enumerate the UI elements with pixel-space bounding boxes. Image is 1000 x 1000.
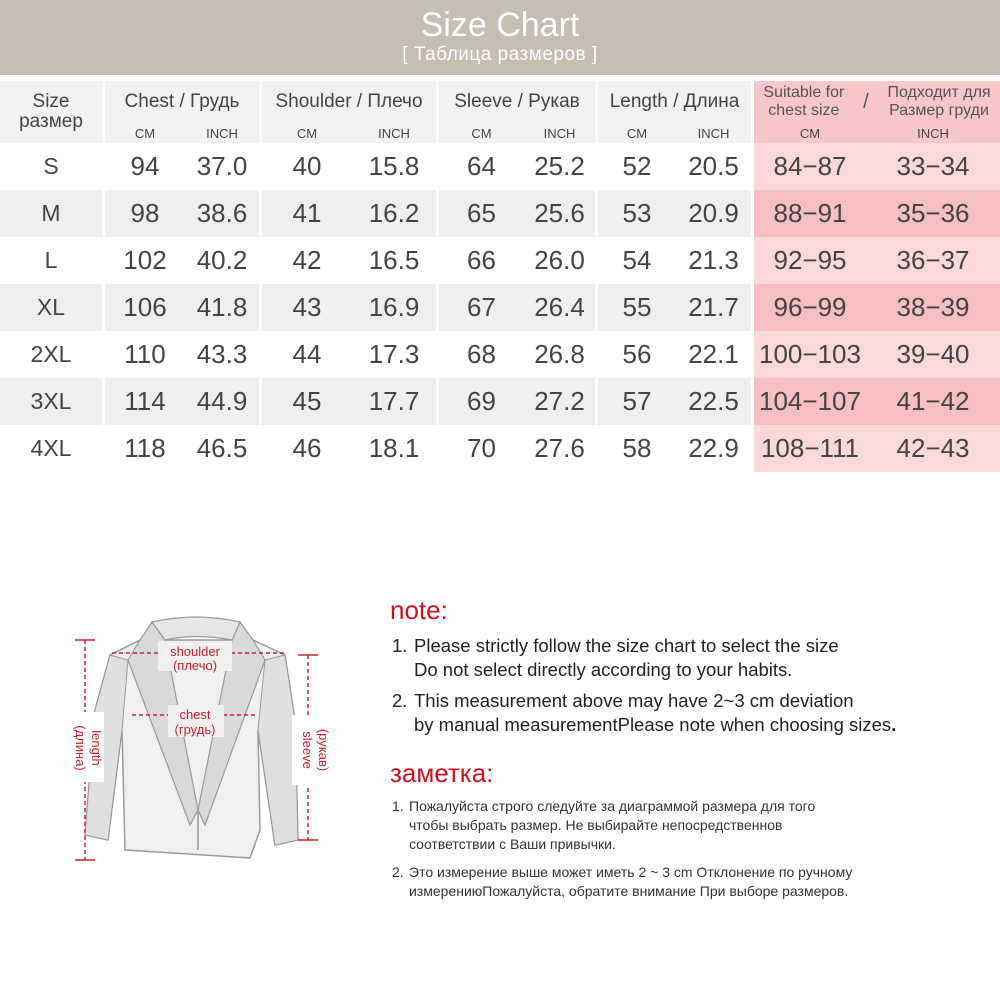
unit-inch: INCH bbox=[185, 123, 262, 143]
chest-label-ru: (грудь) bbox=[174, 722, 216, 737]
shoulder-in-cell: 16.5 bbox=[352, 237, 439, 284]
length-in-cell: 20.5 bbox=[676, 143, 754, 190]
shoulder-header: Shoulder / Плечо bbox=[262, 81, 439, 123]
note-title-ru: заметка: bbox=[390, 758, 494, 788]
unit-inch: INCH bbox=[352, 123, 439, 143]
sleeve-cm-cell: 65 bbox=[439, 190, 524, 237]
shoulder-cm-cell: 41 bbox=[262, 190, 352, 237]
chest-cm-cell: 110 bbox=[124, 339, 166, 369]
sleeve-cm-cell: 68 bbox=[467, 339, 496, 369]
shoulder-label-ru: (плечо) bbox=[172, 658, 218, 673]
units-row bbox=[0, 123, 1000, 143]
unit-cm: CM bbox=[754, 123, 866, 143]
length-in-cell: 22.1 bbox=[676, 331, 754, 378]
chest-cm-cell: 106 bbox=[105, 284, 185, 331]
unit-inch: INCH bbox=[676, 123, 754, 143]
shoulder-in-cell: 15.8 bbox=[352, 143, 439, 190]
fit-in-cell: 42−43 bbox=[866, 425, 1000, 472]
shoulder-label: shoulder bbox=[170, 644, 220, 659]
note-ru-1-num: 1. bbox=[392, 798, 404, 814]
shoulder-cm-cell: 44 bbox=[292, 339, 322, 369]
note-en-1-line2: Do not select directly according to your habits. bbox=[414, 659, 793, 680]
fit-cm-cell: 100−103 bbox=[754, 331, 866, 378]
fit-in-cell: 38−39 bbox=[866, 284, 1000, 331]
table-row bbox=[0, 378, 1000, 425]
fit-cm-cell: 108−111 bbox=[754, 425, 866, 472]
unit-inch: INCH bbox=[524, 123, 598, 143]
page-subtitle: [ Таблица размеров ] bbox=[402, 44, 598, 65]
page-title: Size Chart bbox=[420, 6, 580, 44]
shoulder-cm-cell: 40 bbox=[292, 151, 322, 181]
note-en-2-num: 2. bbox=[392, 690, 408, 711]
shoulder-in-cell: 17.3 bbox=[352, 331, 439, 378]
shoulder-in-cell: 16.9 bbox=[352, 284, 439, 331]
table-row bbox=[0, 143, 1000, 190]
shoulder-cm-cell: 45 bbox=[262, 378, 352, 425]
size-cell: 3XL bbox=[0, 378, 105, 425]
table-row bbox=[0, 331, 1000, 378]
table-row bbox=[0, 237, 1000, 284]
size-cell: S bbox=[0, 143, 105, 190]
sleeve-cm-cell: 70 bbox=[467, 433, 496, 463]
length-cm-cell: 55 bbox=[598, 284, 676, 331]
note-en-2-line2: by manual measurementPlease note when choosing sizes bbox=[414, 714, 892, 735]
chest-cm-cell: 94 bbox=[130, 151, 160, 181]
fit-cm-cell: 92−95 bbox=[754, 237, 866, 284]
size-cell: XL bbox=[0, 284, 105, 331]
note-ru-2-line1: Это измерение выше может иметь 2 ~ 3 cm Отклонение по ручному bbox=[409, 864, 853, 880]
size-header-ru: размер bbox=[19, 111, 83, 132]
chest-in-cell: 41.8 bbox=[185, 284, 262, 331]
chest-label: chest bbox=[179, 707, 211, 722]
chest-in-cell: 43.3 bbox=[185, 331, 262, 378]
length-in-cell: 22.9 bbox=[676, 425, 754, 472]
fit-in-cell: 33−34 bbox=[866, 143, 1000, 190]
unit-cm: CM bbox=[262, 123, 352, 143]
chest-cm-cell: 102 bbox=[123, 245, 167, 275]
unit-cm: CM bbox=[105, 123, 185, 143]
unit-cm: CM bbox=[439, 123, 524, 143]
chest-cm-cell: 114 bbox=[105, 378, 185, 425]
table-row bbox=[0, 190, 1000, 237]
note-ru-2 bbox=[392, 863, 852, 901]
table-row bbox=[0, 425, 1000, 472]
note-en-1-line1: Please strictly follow the size chart to select the size bbox=[414, 635, 839, 656]
chest-in-cell: 38.6 bbox=[185, 190, 262, 237]
fit-cm-cell: 96−99 bbox=[754, 284, 866, 331]
unit-inch: INCH bbox=[866, 123, 1000, 143]
length-cm-cell: 52 bbox=[622, 151, 652, 181]
suitable-header bbox=[754, 81, 1000, 123]
length-cm-cell: 56 bbox=[622, 339, 652, 369]
shoulder-in-cell: 16.2 bbox=[352, 190, 439, 237]
suitable-slash: / bbox=[863, 91, 869, 113]
size-header bbox=[0, 81, 105, 143]
shoulder-cm-cell: 43 bbox=[262, 284, 352, 331]
suitable-en-1: Suitable for bbox=[763, 84, 845, 101]
chest-in-cell: 44.9 bbox=[185, 378, 262, 425]
fit-cm-cell: 104−107 bbox=[754, 378, 866, 425]
note-ru-1-line1: Пожалуйста строго следуйте за диаграммой размера для того bbox=[409, 798, 816, 814]
fit-in-cell: 41−42 bbox=[866, 378, 1000, 425]
length-in-cell: 20.9 bbox=[676, 190, 754, 237]
sleeve-in-cell: 25.6 bbox=[524, 190, 598, 237]
length-label-ru: (длина) bbox=[73, 725, 88, 771]
length-in-cell: 21.7 bbox=[676, 284, 754, 331]
size-header-en: Size bbox=[32, 91, 70, 112]
size-cell: 2XL bbox=[0, 331, 105, 378]
chest-in-cell: 40.2 bbox=[185, 237, 262, 284]
size-cell: M bbox=[0, 190, 105, 237]
sleeve-cm-cell: 64 bbox=[467, 151, 496, 181]
unit-cm: CM bbox=[598, 123, 676, 143]
jacket-measurement-diagram bbox=[40, 600, 360, 890]
chest-in-cell: 37.0 bbox=[185, 143, 262, 190]
suitable-en-2: chest size bbox=[768, 102, 840, 119]
fit-in-cell: 35−36 bbox=[866, 190, 1000, 237]
length-in-cell: 21.3 bbox=[676, 237, 754, 284]
table-header-row bbox=[0, 81, 1000, 123]
note-ru-2-line2: измерениюПожалуйста, обратите внимание При выборе размеров. bbox=[409, 883, 849, 899]
note-en-2-line1: This measurement above may have 2~3 cm deviation bbox=[414, 690, 854, 711]
note-ru-1-line2: чтобы выбрать размер. Не выбирайте непосредственнов bbox=[409, 817, 783, 833]
sleeve-cm-cell: 67 bbox=[439, 284, 524, 331]
sleeve-in-cell: 26.8 bbox=[524, 331, 598, 378]
chest-cm-cell: 118 bbox=[124, 433, 166, 463]
note-ru-2-num: 2. bbox=[392, 864, 404, 880]
sleeve-header: Sleeve / Рукав bbox=[439, 81, 598, 123]
fit-in-cell: 36−37 bbox=[866, 237, 1000, 284]
shoulder-cm-cell: 42 bbox=[292, 245, 322, 275]
note-en-2: 2. This measurement above may have 2~3 cm deviation by manual measurementPlease note when choosing sizes. bbox=[392, 690, 897, 735]
sleeve-in-cell: 25.2 bbox=[524, 143, 598, 190]
sleeve-label-ru: (рукав) bbox=[316, 728, 331, 772]
sleeve-in-cell: 26.4 bbox=[524, 284, 598, 331]
note-ru-1 bbox=[392, 797, 815, 854]
fit-cm-cell: 88−91 bbox=[754, 190, 866, 237]
suitable-ru-2: Размер груди bbox=[889, 102, 989, 119]
sleeve-label: sleeve bbox=[300, 731, 315, 769]
chest-cm-cell: 98 bbox=[105, 190, 185, 237]
shoulder-cm-cell: 46 bbox=[292, 433, 322, 463]
sleeve-cm-cell: 69 bbox=[439, 378, 524, 425]
size-rows bbox=[0, 143, 1000, 472]
size-cell: 4XL bbox=[0, 425, 105, 472]
sleeve-in-cell: 27.6 bbox=[524, 425, 598, 472]
length-cm-cell: 58 bbox=[622, 433, 652, 463]
length-header: Length / Длина bbox=[598, 81, 754, 123]
length-in-cell: 22.5 bbox=[676, 378, 754, 425]
length-label: length bbox=[89, 730, 104, 766]
note-title-en: note: bbox=[390, 595, 448, 625]
size-table bbox=[0, 81, 1000, 472]
length-cm-cell: 54 bbox=[622, 245, 652, 275]
size-cell: L bbox=[0, 237, 105, 284]
fit-cm-cell: 84−87 bbox=[754, 143, 866, 190]
note-en-1 bbox=[392, 634, 839, 682]
shoulder-in-cell: 17.7 bbox=[352, 378, 439, 425]
length-cm-cell: 53 bbox=[598, 190, 676, 237]
length-cm-cell: 57 bbox=[598, 378, 676, 425]
note-en-1-num: 1. bbox=[392, 635, 408, 656]
suitable-ru-1: Подходит для bbox=[887, 84, 991, 101]
table-row bbox=[0, 284, 1000, 331]
fit-in-cell: 39−40 bbox=[866, 331, 1000, 378]
chest-in-cell: 46.5 bbox=[185, 425, 262, 472]
chest-header: Chest / Грудь bbox=[105, 81, 262, 123]
note-ru-1-line3: соответствии с Ваши привычки. bbox=[409, 836, 616, 852]
sleeve-in-cell: 27.2 bbox=[524, 378, 598, 425]
sleeve-in-cell: 26.0 bbox=[524, 237, 598, 284]
header-banner bbox=[0, 0, 1000, 75]
sleeve-cm-cell: 66 bbox=[467, 245, 496, 275]
shoulder-in-cell: 18.1 bbox=[352, 425, 439, 472]
